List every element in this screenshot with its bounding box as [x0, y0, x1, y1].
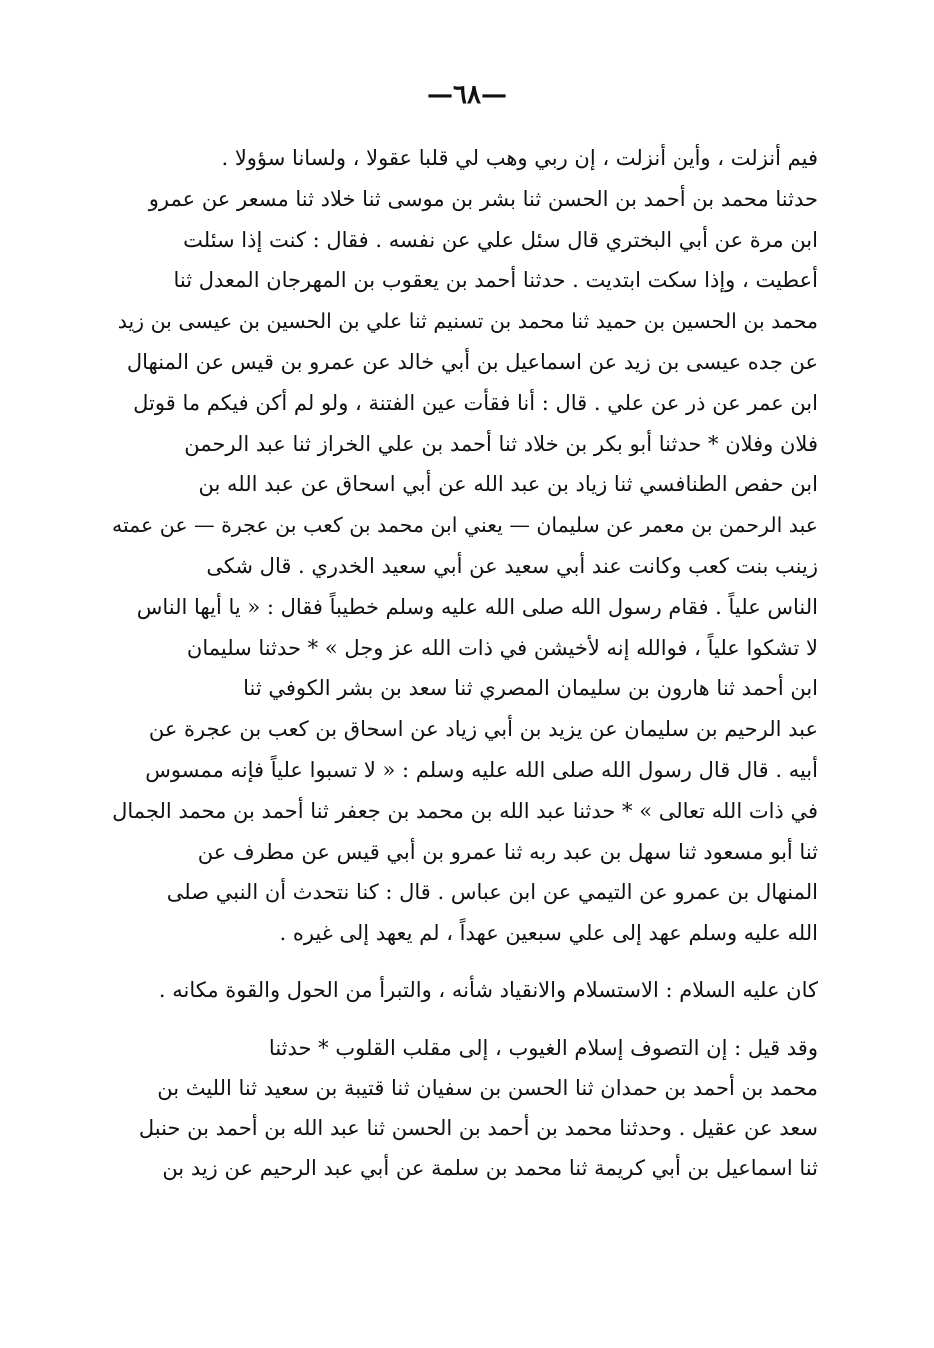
- text-line: ابن عمر عن ذر عن علي . قال : أنا فقأت عين الفتنة ، ولو لم أكن فيكم ما قوتل: [133, 390, 818, 415]
- text-line: حدثنا محمد بن أحمد بن الحسن ثنا بشر بن موسى ثنا خلاد ثنا مسعر عن عمرو: [148, 186, 818, 211]
- page-number: —٦٨—: [427, 80, 507, 110]
- paragraph-1: [112, 138, 818, 954]
- text-line: عبد الرحيم بن سليمان عن يزيد بن أبي زياد عن اسحاق بن كعب بن عجرة عن: [148, 717, 818, 742]
- text-line: أبيه . قال قال رسول الله صلى الله عليه وسلم : « لا تسبوا علياً فإنه ممسوس: [145, 757, 818, 782]
- text-line: محمد بن الحسين بن حميد ثنا محمد بن تسنيم ثنا علي بن الحسين بن عيسى بن زيد: [117, 309, 818, 334]
- paragraph-2: [112, 970, 818, 1010]
- text-line: المنهال بن عمرو عن التيمي عن ابن عباس . قال : كنا نتحدث أن النبي صلى: [166, 880, 818, 905]
- text-line: فيم أنزلت ، وأين أنزلت ، إن ربي وهب لي قلبا عقولا ، ولسانا سؤولا .: [221, 146, 818, 170]
- text-line: وقد قيل : إن التصوف إسلام الغيوب ، إلى مقلب القلوب * حدثنا: [268, 1036, 818, 1060]
- text-line: ابن حفص الطنافسي ثنا زياد بن عبد الله عن أبي اسحاق عن عبد الله بن: [198, 472, 818, 497]
- text-line: زينب بنت كعب وكانت عند أبي سعيد عن أبي سعيد الخدري . قال شكى: [206, 553, 818, 578]
- text-line: الناس علياً . فقام رسول الله صلى الله عليه وسلم خطيباً فقال : « يا أيها الناس: [136, 594, 818, 619]
- text-line: ثنا أبو مسعود ثنا سهل بن عبد ربه ثنا عمرو بن أبي قيس عن مطرف عن: [197, 839, 818, 864]
- text-line: ابن مرة عن أبي البختري قال سئل علي عن نفسه . فقال : كنت إذا سئلت: [183, 227, 818, 252]
- text-line: ابن أحمد ثنا هارون بن سليمان المصري ثنا سعد بن بشر الكوفي ثنا: [243, 676, 818, 701]
- text-line: عن جده عيسى بن زيد عن اسماعيل بن أبي خالد عن عمرو بن قيس عن المنهال: [126, 349, 818, 374]
- text-line: فلان وفلان * حدثنا أبو بكر بن خلاد ثنا أحمد بن علي الخراز ثنا عبد الرحمن: [184, 431, 818, 456]
- text-line: عبد الرحمن بن معمر عن سليمان — يعني ابن محمد بن كعب بن عجرة — عن عمته: [112, 513, 818, 538]
- text-line: الله عليه وسلم عهد إلى علي سبعين عهداً ، لم يعهد إلى غيره .: [279, 921, 818, 946]
- text-line: أعطيت ، وإذا سكت ابتديت . حدثنا أحمد بن يعقوب بن المهرجان المعدل ثنا: [173, 268, 818, 293]
- text-line: سعد عن عقيل . وحدثنا محمد بن أحمد بن الحسن ثنا عبد الله بن أحمد بن حنبل: [138, 1116, 818, 1140]
- paragraph-3: [112, 1028, 818, 1188]
- text-line: ثنا اسماعيل بن أبي كريمة ثنا محمد بن سلمة عن أبي عبد الرحيم عن زيد بن: [162, 1156, 818, 1180]
- text-line: لا تشكوا علياً ، فوالله إنه لأخيشن في ذات الله عز وجل » * حدثنا سليمان: [186, 635, 818, 660]
- text-line: في ذات الله تعالى » * حدثنا عبد الله بن محمد بن جعفر ثنا أحمد بن محمد الجمال: [112, 798, 818, 823]
- text-line: كان عليه السلام : الاستسلام والانقياد شأنه ، والتبرأ من الحول والقوة مكانه .: [158, 978, 818, 1002]
- text-line: محمد بن أحمد بن حمدان ثنا الحسن بن سفيان ثنا قتيبة بن سعيد ثنا الليث بن: [157, 1076, 818, 1100]
